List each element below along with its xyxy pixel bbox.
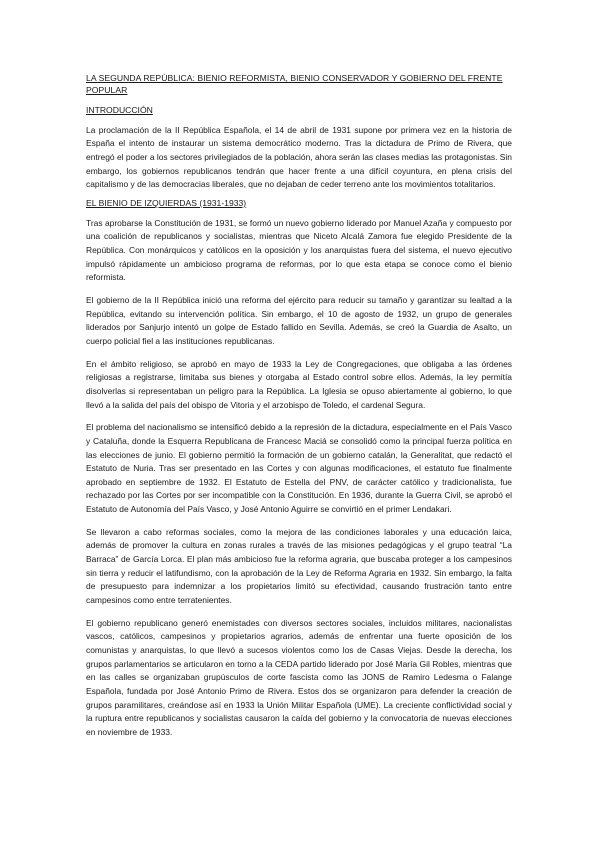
- paragraph: El gobierno republicano generó enemistades con diversos sectores sociales, incluidos militares, nacionalistas vascos, católicos, campesinos y propietarios agrarios, además de enfrentar una fuerte oposición de los comunistas y anarquistas, lo que llevó a sucesos violentos como los de Casas Viejas. Desde la derecha, los grupos parlamentarios se articularon en torno a la CEDA partido liderado por José María Gil Robles, mientras que en las calles se organizaban grupúsculos de corte fascista como las JONS de Ramiro Ledesma o Falange Española, fundada por José Antonio Primo de Rivera. Estos dos se organizaron para defender la creación de grupos paramilitares, creándose así en 1933 la Unión Militar Española (UME). La creciente conflictividad social y la ruptura entre republicanos y socialistas causaron la caída del gobierno y la convocatoria de nuevas elecciones en noviembre de 1933.: [86, 617, 512, 737]
- section-heading-bienio-izquierdas: EL BIENIO DE IZQUIERDAS (1931-1933): [86, 198, 247, 209]
- paragraph: Tras aprobarse la Constitución de 1931, se formó un nuevo gobierno liderado por Manuel Azaña y compuesto por una coalición de republicanos y socialistas, mientras que Niceto Alcalá Zamora fue elegido Presidente de la República. Con monárquicos y católicos en la oposición y los anarquistas fuera del sistema, el nuevo ejecutivo impulsó rápidamente un ambicioso programa de reformas, por lo que esta etapa se conoce como el bienio reformista.: [86, 217, 512, 283]
- paragraph: En el ámbito religioso, se aprobó en mayo de 1933 la Ley de Congregaciones, que obligaba a las órdenes religiosas a registrarse, limitaba sus bienes y otorgaba al Estado control sobre ellos. Además, la ley permitía disolverlas si representaban un peligro para la República. La Iglesia se opuso abiertamente al gobierno, lo que llevó a la salida del país del obispo de Vitoria y el arzobispo de Toledo, el cardenal Segura.: [86, 358, 512, 410]
- section-heading-introduccion: INTRODUCCIÓN: [86, 105, 153, 116]
- paragraph: El problema del nacionalismo se intensificó debido a la represión de la dictadura, especialmente en el País Vasco y Cataluña, donde la Esquerra Republicana de Francesc Maciá se consolidó como la principal fuerza política en las elecciones de junio. El gobierno permitió la formación de un gobierno catalán, la Generalitat, que redactó el Estatuto de Nuria. Tras ser presentado en las Cortes y con algunas modificaciones, el estatuto fue finalmente aprobado en septiembre de 1932. El Estatuto de Estella del PNV, de carácter católico y tradicionalista, fue rechazado por las Cortes por ser incompatible con la Constitución. En 1936, durante la Guerra Civil, se aprobó el Estatuto de Autonomía del País Vasco, y José Antonio Aguirre se convirtió en el primer Lendakari.: [86, 422, 512, 515]
- document-body: [86, 73, 512, 749]
- document-title: LA SEGUNDA REPÚBLICA: BIENIO REFORMISTA, BIENIO CONSERVADOR Y GOBIERNO DEL FRENTE POPULAR: [86, 73, 503, 95]
- paragraph: La proclamación de la II República Española, el 14 de abril de 1931 supone por primera vez en la historia de España el intento de instaurar un sistema democrático moderno. Tras la dictadura de Primo de Rivera, que entregó el poder a los sectores privilegiados de la población, ahora serán las clases medias las protagonistas. Sin embargo, los gobiernos republicanos tendrán que hacer frente a una difícil coyuntura, en plena crisis del capitalismo y de las democracias liberales, que no dejaban de ceder terreno ante los movimientos totalitarios.: [86, 124, 512, 190]
- paragraph: El gobierno de la II República inició una reforma del ejército para reducir su tamaño y garantizar su lealtad a la República, evitando su intervención política. Sin embargo, el 10 de agosto de 1932, un grupo de generales liderados por Sanjurjo intentó un golpe de Estado fallido en Sevilla. Además, se creó la Guardia de Asalto, un cuerpo policial fiel a las instituciones republicanas.: [86, 294, 512, 346]
- paragraph: Se llevaron a cabo reformas sociales, como la mejora de las condiciones laborales y una educación laica, además de promover la cultura en zonas rurales a través de las misiones pedagógicas y el grupo teatral “La Barraca” de García Lorca. El plan más ambicioso fue la reforma agraria, que buscaba proteger a los campesinos sin tierra y reducir el latifundismo, con la aprobación de la Ley de Reforma Agraria en 1932. Sin embargo, la falta de presupuesto para indemnizar a los propietarios limitó su efectividad, causando frustración tanto entre campesinos como entre terratenientes.: [86, 526, 512, 606]
